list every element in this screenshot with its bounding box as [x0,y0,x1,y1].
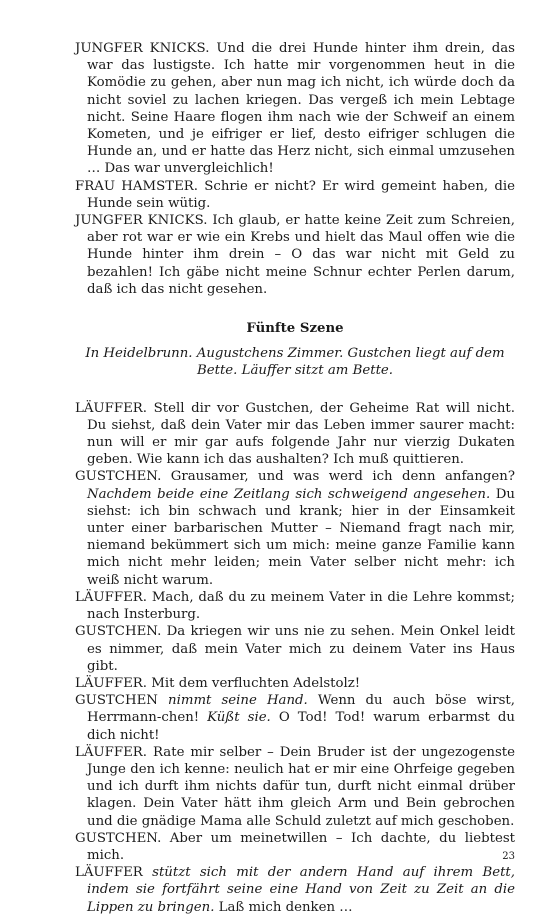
stage-direction: nimmt seine Hand. [168,693,308,709]
dialogue-text: Und die drei Hunde hinter ihm drein, das war das lustigste. Ich hatte mir vorgenommen heut in die Komödie zu gehen, aber nun mag ich nicht, ich würde doch da nicht soviel zu lachen kriegen. Das vergeß ich mein Lebtage nicht. Seine Haare flogen ihm nach wie der Schweif an einem Kometen, und je eifriger er lief, desto eifriger schlugen die Hunde an, und er hatte das Herz nicht, sich einmal umzusehen … Das war unvergleichlich! [87,41,515,177]
stage-direction: Nachdem beide eine Zeitlang sich schweigend angesehen. [87,486,491,502]
dialogue-paragraph [75,623,515,675]
speaker-name: FRAU HAMSTER. [75,178,199,194]
dialogue-text: O Tod! Tod! warum erbarmst du dich nicht! [87,710,515,743]
speaker-name: JUNGFER KNICKS. [75,41,210,56]
page-number: 23 [502,851,515,862]
stage-direction: Küßt sie. [207,710,271,726]
dialogue-text [143,865,152,880]
dialogue-text: Schrie er nicht? Er wird gemeint haben, die Hunde sein wütig. [87,178,515,211]
dialogue-paragraph [75,830,515,864]
scene-title: Fünfte Szene [246,321,344,337]
speaker-name: GUSTCHEN. [75,624,162,640]
speaker-name: GUSTCHEN [75,693,158,709]
scene-description: In Heidelbrunn. Augustchens Zimmer. Gustchen liegt auf dem Bette. Läuffer sitzt am Bette. [85,346,505,379]
dialogue-text: Du siehst: ich bin schwach und krank; hier in der Einsamkeit unter einer barbarischen Mutter – Niemand fragt nach mir, niemand bekümmert sich um mich: meine ganze Familie kann mich nicht mehr leiden; mein Vater selber nicht mehr: ich weiß nicht warum. [87,486,516,588]
speaker-name: LÄUFFER. [75,744,148,760]
stage-direction: stützt sich mit der andern Hand auf ihrem Bett, indem sie fortfährt seine eine Hand von Zeit zu Zeit an die Lippen zu bringen. [87,865,515,915]
dialogue-text: Mit dem verfluchten Adelstolz! [147,675,361,691]
speaker-name: LÄUFFER [75,865,143,881]
dialogue-paragraph [75,400,515,469]
dialogue-text: Rate mir selber – Dein Bruder ist der ungezogenste Junge den ich kenne: neulich hat er mir eine Ohrfeige gegeben und ich durft ihm nichts dafür tun, durft nicht einmal drüber klagen. Dein Vater hätt ihm gleich Arm und Bein gebrochen und die gnädige Mama alle Schuld zuletzt auf mich geschoben. [87,744,515,829]
dialogue-paragraph [75,212,515,298]
dialogue-text: Wenn du auch böse wirst, Herrmann-chen! [87,693,515,726]
dialogue-text: Laß mich denken … [214,899,353,915]
dialogue-paragraph [75,675,515,692]
dialogue-text: Aber um meinetwillen – Ich dachte, du liebtest mich. [87,830,515,863]
speaker-name: GUSTCHEN. [75,830,162,846]
page-body-text [75,40,515,916]
dialogue-paragraph [75,468,515,588]
speaker-name: JUNGFER KNICKS. [75,213,208,229]
dialogue-text: Mach, daß du zu meinem Vater in die Lehre kommst; nach Insterburg. [87,589,515,623]
speaker-name: LÄUFFER. [75,675,148,691]
dialogue-text: Da kriegen wir uns nie zu sehen. Mein Onkel leidt es nimmer, daß mein Vater mich zu deinem Vater ins Haus gibt. [87,624,515,674]
dialogue-paragraph [75,692,515,744]
dialogue-paragraph [75,178,515,212]
speaker-name: LÄUFFER. [75,589,148,605]
dialogue-text [158,693,168,708]
speaker-name: GUSTCHEN. [75,469,162,485]
dialogue-text: Ich glaub, er hatte keine Zeit zum Schreien, aber rot war er wie ein Krebs und hielt das Maul offen wie die Hunde hinter ihm drein – O das war nicht mit Geld zu bezahlen! Ich gäbe nicht meine Schnur echter Perlen darum, daß ich das nicht gesehen. [87,213,515,297]
dialogue-paragraph [75,589,515,623]
dialogue-text: Grausamer, und was werd ich denn anfangen? [161,469,515,485]
dialogue-paragraph [75,744,515,830]
dialogue-paragraph [75,40,515,178]
dialogue-text: Stell dir vor Gustchen, der Geheime Rat will nicht. Du siehst, daß dein Vater mir das Leben immer saurer macht: nun will er mir gar aufs folgende Jahr nur vierzig Dukaten geben. Wie kann ich das aushalten? Ich muß quittieren. [87,400,515,468]
speaker-name: LÄUFFER. [75,400,148,416]
dialogue-paragraph [75,864,515,916]
